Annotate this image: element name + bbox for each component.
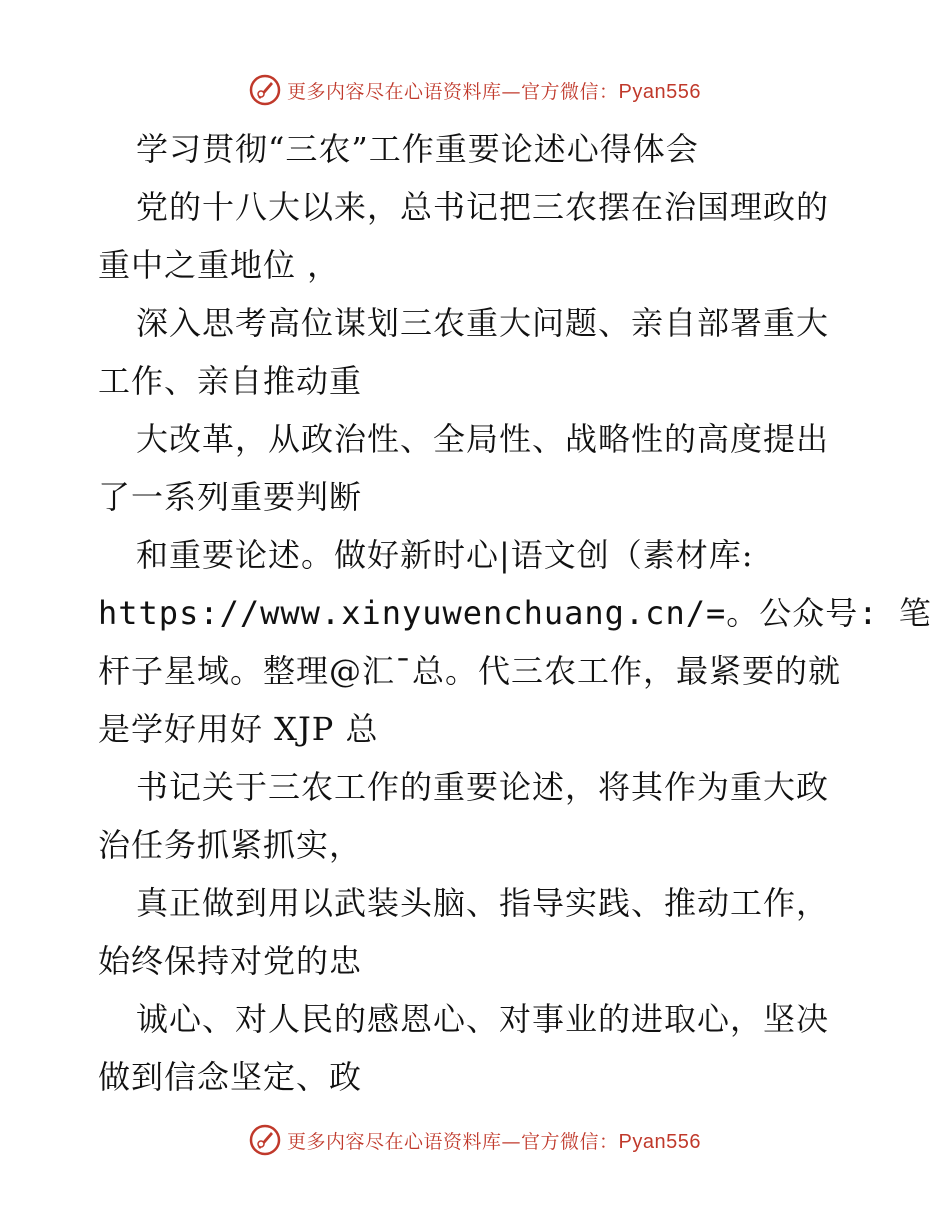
doc-line: 诚心、对人民的感恩心、对事业的进取心，坚决 — [136, 1000, 830, 1038]
doc-line: 杆子星域。整理@汇¯总。代三农工作，最紧要的就 — [98, 652, 842, 690]
footer-banner — [0, 1120, 950, 1160]
doc-line: 党的十八大以来，总书记把三农摆在治国理政的 — [136, 188, 830, 226]
banner-text: 更多内容尽在心语资料库—官方微信：Pyan556 — [287, 80, 701, 103]
doc-title-line: 学习贯彻“三农”工作重要论述心得体会 — [136, 130, 699, 168]
doc-line: 书记关于三农工作的重要论述，将其作为重大政 — [136, 768, 830, 806]
doc-line: 做到信念坚定、政 — [98, 1058, 363, 1096]
document-body — [98, 120, 932, 1106]
quill-logo-icon — [249, 74, 281, 106]
doc-line-url: https://www.xinyuwenchuang.cn/=。公众号: 笔 — [98, 594, 932, 632]
banner-text: 更多内容尽在心语资料库—官方微信：Pyan556 — [287, 1130, 701, 1153]
doc-line: 深入思考高位谋划三农重大问题、亲自部署重大 — [136, 304, 830, 342]
doc-line: 和重要论述。做好新时心|语文创（素材库: — [136, 536, 754, 574]
doc-line: 是学好用好 XJP 总 — [98, 710, 379, 748]
doc-line: 大改革，从政治性、全局性、战略性的高度提出 — [136, 420, 830, 458]
doc-line: 了一系列重要判断 — [98, 478, 363, 516]
quill-logo-icon — [249, 1124, 281, 1156]
doc-line: 始终保持对党的忠 — [98, 942, 363, 980]
doc-line: 治任务抓紧抓实， — [98, 826, 363, 864]
header-banner — [0, 70, 950, 110]
doc-line: 重中之重地位 ， — [98, 246, 341, 284]
doc-line: 工作、亲自推动重 — [98, 362, 363, 400]
wechat-id: Pyan556 — [618, 80, 701, 103]
doc-line: 真正做到用以武装头脑、指导实践、推动工作， — [136, 884, 830, 922]
wechat-id: Pyan556 — [618, 1130, 701, 1153]
